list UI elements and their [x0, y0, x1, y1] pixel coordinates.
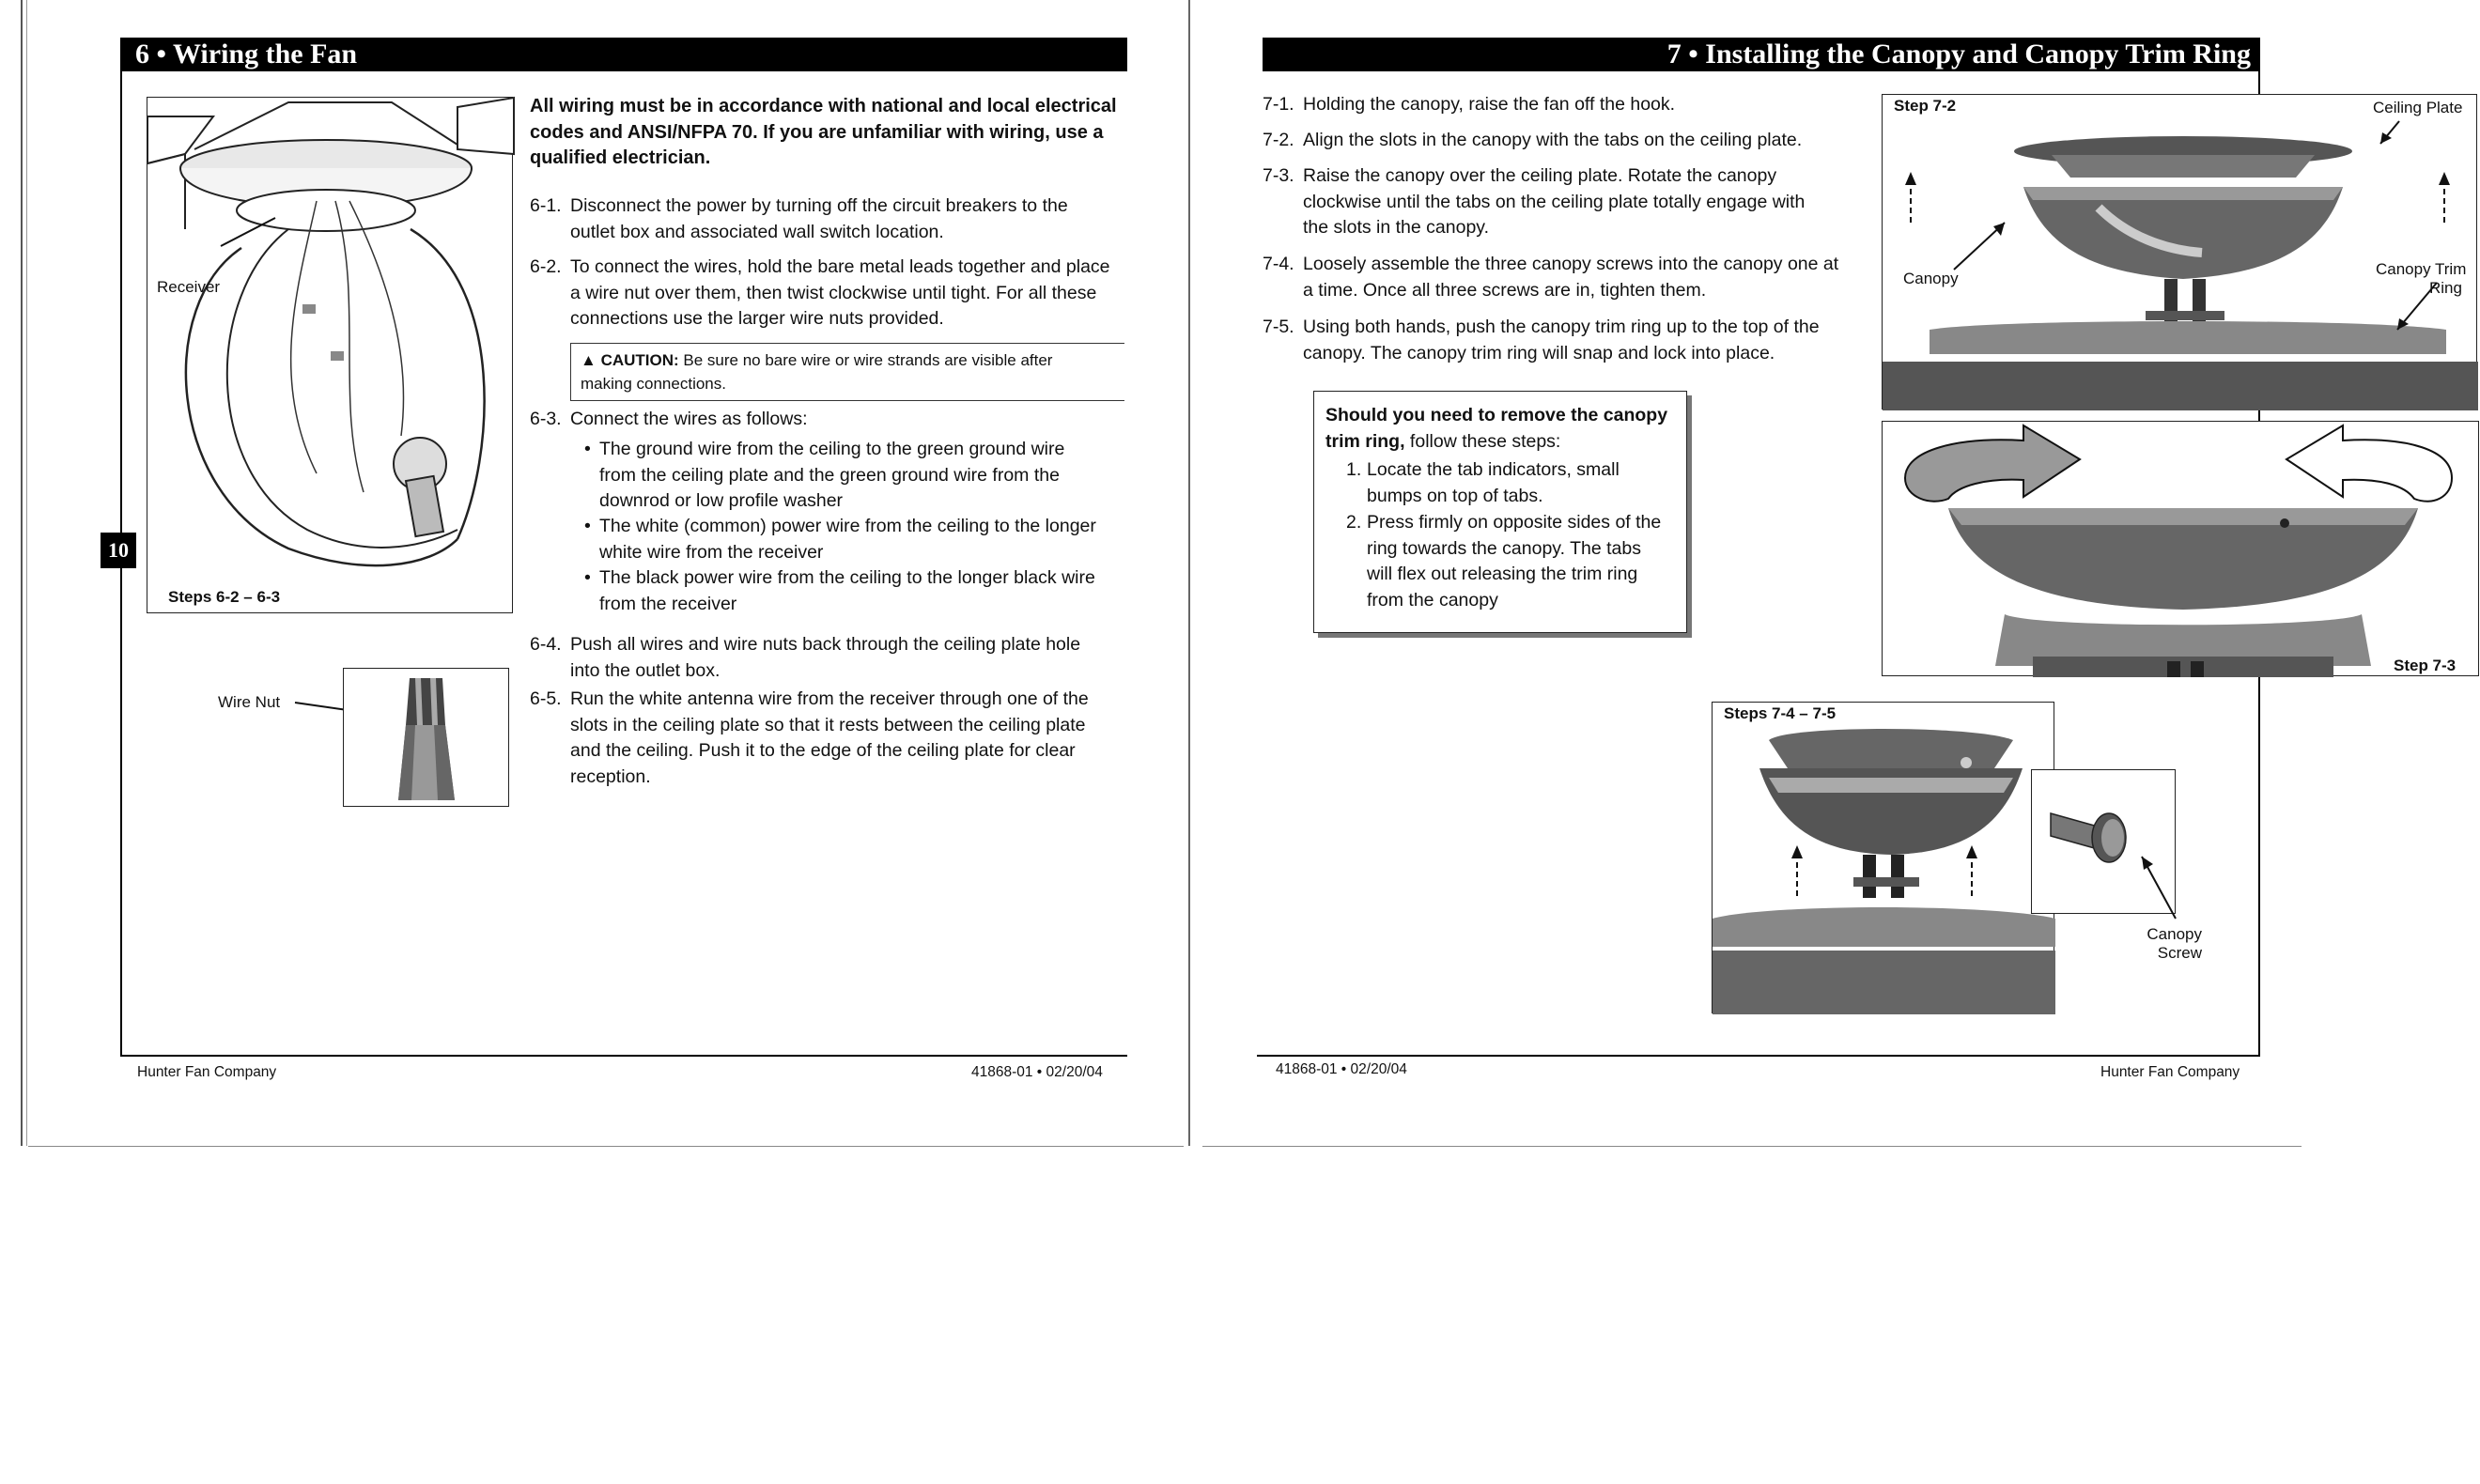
footer-company: Hunter Fan Company: [2100, 1064, 2240, 1080]
section-header: [120, 38, 1127, 71]
step-line: outlet box and associated wall switch location.: [570, 221, 944, 242]
step-text: [1303, 252, 1838, 303]
remove-box-title: [1325, 403, 1682, 455]
step-text: [1303, 315, 1820, 366]
figure-steps-7-4-7-5: [1712, 702, 2054, 1013]
step-line: Locate the tab indicators, small: [1367, 459, 1620, 480]
page-bottom-edge: [1202, 1146, 2302, 1147]
step-line: Connect the wires as follows:: [570, 409, 808, 429]
left-page: [0, 0, 1193, 1484]
canopy-screw-assembly-illustration: [1713, 703, 2055, 1014]
canopy-rotate-illustration: [1883, 422, 2480, 677]
canopy-ceiling-plate-illustration: [1883, 95, 2478, 410]
wire-nut-callout: Wire Nut: [218, 693, 281, 711]
figure-label: Steps 6-2 – 6-3: [168, 588, 281, 606]
canopy-trim-callout: Canopy Trim: [2376, 260, 2467, 278]
step-line: a wire nut over them, then twist clockwise until tight. For all these: [570, 282, 1097, 303]
bullet-text: [599, 514, 1096, 565]
step-line: Align the slots in the canopy with the tabs on the ceiling plate.: [1303, 130, 1803, 150]
section-title: 7 • Installing the Canopy and Canopy Trim Ring: [1666, 39, 2251, 70]
ceiling-plate-illustration: [147, 98, 514, 614]
intro-warning: [530, 94, 1131, 172]
bullet-line: white wire from the receiver: [599, 541, 824, 563]
footer-rule: [1257, 1055, 2260, 1057]
step-number: 7-5.: [1263, 317, 1294, 337]
step-line: from the canopy: [1367, 589, 1498, 611]
footer-docnum: 41868-01 • 02/20/04: [1276, 1061, 1407, 1077]
step-line: ring towards the canopy. The tabs: [1367, 537, 1641, 559]
step-number: 6-4.: [530, 634, 562, 655]
step-line: connections use the larger wire nuts provided.: [570, 308, 944, 329]
step-line: into the outlet box.: [570, 659, 721, 681]
caution-line: [581, 348, 1115, 373]
remove-box-title-line: Should you need to remove the canopy: [1325, 405, 1668, 425]
step-text: [570, 632, 1080, 684]
book-spine: [1188, 0, 1190, 1146]
step-text: [1367, 510, 1661, 613]
wire-nut-figure: [343, 668, 509, 807]
step-text: [1303, 92, 1675, 118]
section-header: [1263, 38, 2260, 71]
scan-edge-line: [21, 0, 23, 1146]
figure-label: Step 7-2: [1894, 97, 1957, 115]
canopy-callout: Canopy: [1903, 270, 1959, 287]
remove-trim-ring-box: [1313, 391, 1687, 633]
step-number: 6-2.: [530, 256, 562, 277]
step-line: a time. Once all three screws are in, tighten them.: [1303, 279, 1707, 301]
figure-step-7-3: [1882, 421, 2479, 676]
step-line: Push all wires and wire nuts back through the ceiling plate hole: [570, 634, 1081, 655]
step-line: canopy. The canopy trim ring will snap and lock into place.: [1303, 342, 1775, 363]
step-number: 7-2.: [1263, 130, 1294, 150]
step-line: reception.: [570, 765, 651, 787]
callout-line: Canopy: [2147, 925, 2202, 943]
ceiling-plate-callout: Ceiling Plate: [2373, 99, 2463, 116]
step-text: [570, 255, 1110, 332]
bullet-line: The black power wire from the ceiling to the longer black wire: [599, 567, 1095, 588]
footer-company: Hunter Fan Company: [137, 1064, 277, 1080]
canopy-screw-leader: [2132, 847, 2189, 922]
remove-box-title-line: [1325, 429, 1682, 456]
step-number: 7-3.: [1263, 165, 1294, 186]
step-line: slots in the ceiling plate so that it rests between the ceiling plate: [570, 714, 1086, 735]
warning-triangle-icon: ▲: [581, 351, 597, 369]
bullet-dot: •: [584, 516, 591, 536]
footer-docnum: 41868-01 • 02/20/04: [971, 1064, 1103, 1080]
step-number: 1.: [1346, 459, 1362, 480]
bullet-line: The ground wire from the ceiling to the green ground wire: [599, 439, 1065, 459]
step-text: [570, 687, 1089, 790]
step-line: Holding the canopy, raise the fan off the hook.: [1303, 94, 1676, 115]
caution-text: Be sure no bare wire or wire strands are visible after: [683, 351, 1053, 369]
page-bottom-edge: [28, 1146, 1184, 1147]
remove-box-title-bold: trim ring,: [1325, 430, 1405, 452]
step-line: Run the white antenna wire from the receiver through one of the: [570, 688, 1089, 709]
wire-nut-illustration: [344, 669, 510, 808]
step-number: 6-3.: [530, 409, 562, 429]
step-line: Press firmly on opposite sides of the: [1367, 512, 1662, 533]
step-line: Loosely assemble the three canopy screws into the canopy one at: [1303, 254, 1839, 274]
ring-callout: Ring: [2429, 279, 2462, 297]
bullet-line: from the receiver: [599, 593, 737, 614]
intro-line: qualified electrician.: [530, 147, 711, 168]
step-number: 6-5.: [530, 688, 562, 709]
wiring-figure: [147, 97, 513, 613]
bullet-line: The white (common) power wire from the ceiling to the longer: [599, 516, 1096, 536]
step-line: and the ceiling. Push it to the edge of the ceiling plate for clear: [570, 740, 1076, 761]
bullet-text: [599, 437, 1064, 515]
figure-step-7-2: [1882, 94, 2477, 410]
receiver-callout: Receiver: [157, 278, 221, 296]
intro-line: codes and ANSI/NFPA 70. If you are unfamiliar with wiring, use a: [530, 121, 1104, 143]
figure-label: Steps 7-4 – 7-5: [1724, 704, 1837, 722]
caution-box: [570, 343, 1124, 401]
canopy-screw-callout: [2134, 925, 2202, 963]
step-line: Using both hands, push the canopy trim ring up to the top of the: [1303, 317, 1820, 337]
step-number: 2.: [1346, 512, 1362, 533]
section-title: 6 • Wiring the Fan: [135, 39, 358, 70]
bullet-dot: •: [584, 439, 591, 459]
page-number: 10: [101, 533, 136, 568]
figure-label: Step 7-3: [2394, 657, 2457, 674]
step-line: bumps on top of tabs.: [1367, 485, 1543, 506]
caution-label: CAUTION:: [600, 351, 679, 369]
step-line: To connect the wires, hold the bare metal leads together and place: [570, 256, 1110, 277]
remove-box-title-rest: follow these steps:: [1404, 430, 1561, 452]
right-page: [1193, 0, 2467, 1484]
step-number: 6-1.: [530, 195, 562, 216]
intro-line: All wiring must be in accordance with national and local electrical: [530, 96, 1117, 116]
bullet-line: downrod or low profile washer: [599, 490, 844, 511]
step-text: [1303, 163, 1805, 241]
bullet-line: from the ceiling plate and the green ground wire from the: [599, 464, 1060, 486]
step-line: clockwise until the tabs on the ceiling plate totally engage with: [1303, 191, 1806, 212]
step-line: will flex out releasing the trim ring: [1367, 564, 1638, 584]
bullet-dot: •: [584, 567, 591, 588]
step-text: [1303, 128, 1802, 154]
callout-line: Screw: [2157, 944, 2202, 962]
scan-edge-line: [26, 0, 27, 1146]
step-text: [1367, 457, 1620, 509]
step-text: [570, 407, 808, 433]
step-line: Disconnect the power by turning off the circuit breakers to the: [570, 195, 1068, 216]
step-number: 7-1.: [1263, 94, 1294, 115]
step-line: the slots in the canopy.: [1303, 217, 1490, 238]
step-line: Raise the canopy over the ceiling plate. Rotate the canopy: [1303, 165, 1777, 186]
step-number: 7-4.: [1263, 254, 1294, 274]
bullet-text: [599, 565, 1095, 617]
footer-rule: [120, 1055, 1127, 1057]
step-text: [570, 193, 1068, 245]
caution-line: making connections.: [581, 375, 726, 393]
